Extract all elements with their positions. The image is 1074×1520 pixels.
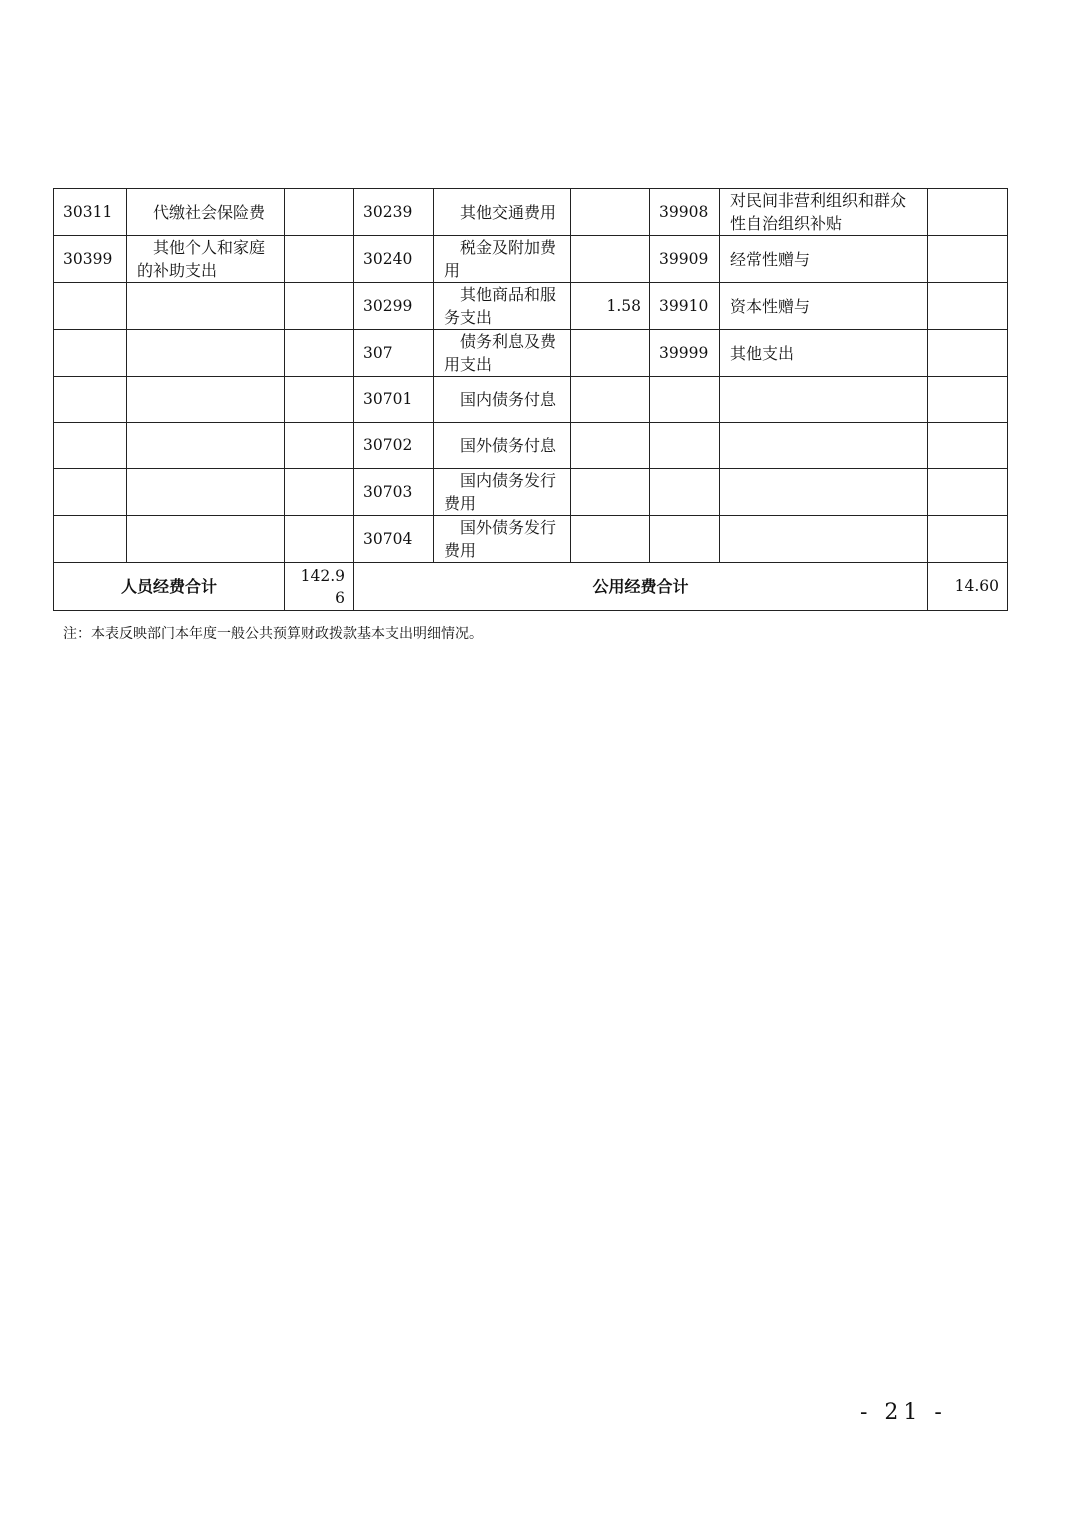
amount-cell: [571, 377, 650, 423]
amount-cell: 1.58: [571, 283, 650, 330]
amount-cell: [928, 189, 1008, 236]
code-cell: [54, 283, 127, 330]
table-body: [54, 189, 1008, 563]
item-name-cell: 其他交通费用: [434, 189, 571, 236]
code-cell: 30704: [354, 516, 434, 563]
public-total-value: 14.60: [928, 563, 1008, 611]
amount-cell: [928, 283, 1008, 330]
amount-cell: [928, 377, 1008, 423]
item-name-cell: 经常性赠与: [720, 236, 928, 283]
amount-cell: [571, 330, 650, 377]
amount-cell: [285, 377, 354, 423]
code-cell: 39999: [650, 330, 720, 377]
code-cell: 30702: [354, 423, 434, 469]
code-cell: [650, 516, 720, 563]
page-number: - 21 -: [860, 1400, 947, 1425]
amount-cell: [285, 516, 354, 563]
table-footnote: 注：本表反映部门本年度一般公共预算财政拨款基本支出明细情况。: [63, 626, 483, 642]
code-cell: [650, 423, 720, 469]
item-name-cell: [127, 423, 285, 469]
code-cell: [54, 377, 127, 423]
table-row: [54, 516, 1008, 563]
item-name-cell: [127, 330, 285, 377]
table-row: [54, 377, 1008, 423]
item-name-cell: 国内债务发行费用: [434, 469, 571, 516]
amount-cell: [571, 189, 650, 236]
amount-cell: [928, 516, 1008, 563]
item-name-cell: [720, 377, 928, 423]
item-name-cell: 其他个人和家庭的补助支出: [127, 236, 285, 283]
code-cell: 30240: [354, 236, 434, 283]
code-cell: [54, 469, 127, 516]
item-name-cell: 代缴社会保险费: [127, 189, 285, 236]
item-name-cell: [127, 469, 285, 516]
item-name-cell: 债务利息及费用支出: [434, 330, 571, 377]
item-name-cell: 国外债务发行费用: [434, 516, 571, 563]
code-cell: 30701: [354, 377, 434, 423]
item-name-cell: 其他商品和服务支出: [434, 283, 571, 330]
code-cell: [54, 516, 127, 563]
code-cell: [650, 469, 720, 516]
code-cell: 39909: [650, 236, 720, 283]
amount-cell: [928, 469, 1008, 516]
total-row: [54, 563, 1008, 611]
item-name-cell: [127, 377, 285, 423]
amount-cell: [928, 330, 1008, 377]
item-name-cell: [127, 283, 285, 330]
code-cell: 30239: [354, 189, 434, 236]
table-row: [54, 330, 1008, 377]
amount-cell: [285, 189, 354, 236]
amount-cell: [285, 283, 354, 330]
amount-cell: [928, 236, 1008, 283]
amount-cell: [285, 236, 354, 283]
item-name-cell: [720, 516, 928, 563]
item-name-cell: [720, 469, 928, 516]
code-cell: 30399: [54, 236, 127, 283]
code-cell: [650, 377, 720, 423]
item-name-cell: 税金及附加费用: [434, 236, 571, 283]
table-row: [54, 469, 1008, 516]
code-cell: 30703: [354, 469, 434, 516]
item-name-cell: [127, 516, 285, 563]
expense-detail-table: [53, 188, 1008, 611]
item-name-cell: 资本性赠与: [720, 283, 928, 330]
amount-cell: [571, 423, 650, 469]
item-name-cell: 国外债务付息: [434, 423, 571, 469]
item-name-cell: 国内债务付息: [434, 377, 571, 423]
item-name-cell: 其他支出: [720, 330, 928, 377]
amount-cell: [571, 516, 650, 563]
table-row: [54, 283, 1008, 330]
amount-cell: [571, 469, 650, 516]
table-row: [54, 236, 1008, 283]
code-cell: 307: [354, 330, 434, 377]
amount-cell: [285, 423, 354, 469]
personnel-total-label: 人员经费合计: [54, 563, 285, 611]
item-name-cell: [720, 423, 928, 469]
item-name-cell: 对民间非营利组织和群众性自治组织补贴: [720, 189, 928, 236]
code-cell: 39910: [650, 283, 720, 330]
table-row: [54, 189, 1008, 236]
code-cell: [54, 423, 127, 469]
code-cell: 30311: [54, 189, 127, 236]
code-cell: [54, 330, 127, 377]
amount-cell: [285, 469, 354, 516]
code-cell: 30299: [354, 283, 434, 330]
amount-cell: [571, 236, 650, 283]
public-total-label: 公用经费合计: [354, 563, 928, 611]
code-cell: 39908: [650, 189, 720, 236]
personnel-total-value: 142.96: [285, 563, 354, 611]
table-row: [54, 423, 1008, 469]
amount-cell: [928, 423, 1008, 469]
amount-cell: [285, 330, 354, 377]
